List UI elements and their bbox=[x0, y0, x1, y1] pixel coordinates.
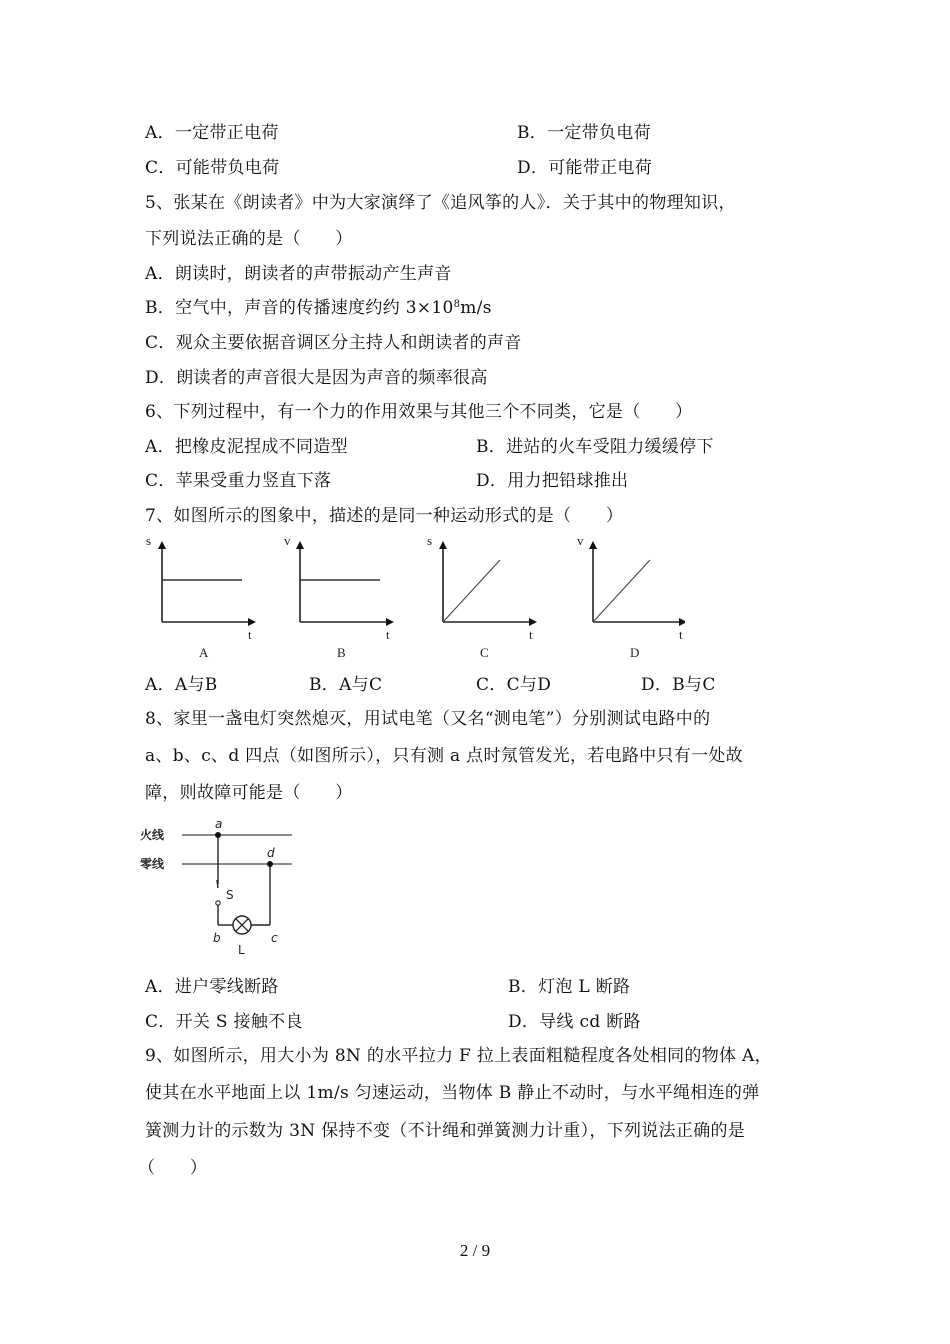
q7-option-a: A．A与B bbox=[145, 675, 218, 695]
q7-option-d: D．B与C bbox=[641, 675, 716, 695]
q9-stem-line4: （ ） bbox=[138, 1158, 208, 1178]
graph-c-y-label: s bbox=[427, 533, 433, 548]
q6-option-d: D．用力把铅球推出 bbox=[476, 471, 629, 491]
q5-option-c: C．观众主要依据音调区分主持人和朗读者的声音 bbox=[145, 333, 522, 353]
switch-label: S bbox=[226, 888, 234, 902]
q5-option-b-prefix: B．空气中，声音的传播速度约约 3×10 bbox=[145, 298, 454, 318]
q8-stem-line1: 8、家里一盏电灯突然熄灭，用试电笔（又名“测电笔”）分别测试电路中的 bbox=[145, 709, 711, 729]
q5-stem-line2: 下列说法正确的是（ ） bbox=[145, 229, 353, 249]
graph-d-y-label: v bbox=[577, 533, 584, 548]
q7-option-c: C．C与D bbox=[476, 675, 552, 695]
lamp-label: L bbox=[238, 943, 245, 957]
point-c-label: c bbox=[271, 931, 278, 945]
q4-option-b: B．一定带负电荷 bbox=[517, 123, 651, 143]
q5-option-b-suffix: m/s bbox=[460, 298, 492, 318]
circuit-diagram bbox=[140, 812, 310, 957]
point-a-label: a bbox=[215, 817, 223, 831]
point-b-label: b bbox=[213, 931, 221, 945]
q8-option-b: B．灯泡 L 断路 bbox=[508, 977, 631, 997]
q5-option-b-exponent: 8 bbox=[453, 299, 461, 310]
junction-a bbox=[215, 832, 221, 838]
point-d-label: d bbox=[267, 846, 275, 860]
live-wire-label: 火线 bbox=[140, 828, 165, 842]
switch-contact bbox=[216, 901, 220, 905]
q5-stem-line1: 5、张某在《朗读者》中为大家演绎了《追风筝的人》．关于其中的物理知识， bbox=[145, 193, 736, 213]
graph-c-data-line bbox=[443, 560, 500, 622]
q8-option-d: D．导线 cd 断路 bbox=[508, 1012, 641, 1032]
q4-option-c: C．可能带负电荷 bbox=[145, 158, 280, 178]
q6-option-c: C．苹果受重力竖直下落 bbox=[145, 471, 332, 491]
junction-d bbox=[267, 861, 273, 867]
q5-option-b bbox=[145, 297, 492, 319]
graph-a-caption: A bbox=[199, 645, 209, 660]
q4-option-d: D．可能带正电荷 bbox=[517, 158, 653, 178]
q9-stem-line3: 簧测力计的示数为 3N 保持不变（不计绳和弹簧测力计重），下列说法正确的是 bbox=[145, 1121, 746, 1141]
q6-option-b: B．进站的火车受阻力缓缓停下 bbox=[476, 437, 714, 457]
page-number: 2 / 9 bbox=[459, 1241, 491, 1260]
q6-option-a: A．把橡皮泥捏成不同造型 bbox=[145, 437, 348, 457]
q7-stem: 7、如图所示的图象中，描述的是同一种运动形式的是（ ） bbox=[145, 506, 624, 526]
q8-option-c: C．开关 S 接触不良 bbox=[145, 1012, 303, 1032]
q5-option-a: A．朗读时，朗读者的声带振动产生声音 bbox=[145, 264, 452, 284]
q8-stem-line3: 障，则故障可能是（ ） bbox=[145, 783, 353, 803]
graph-d-caption: D bbox=[630, 645, 640, 660]
graph-d-x-label: t bbox=[679, 627, 683, 642]
q7-option-b: B．A与C bbox=[309, 675, 383, 695]
graph-b-caption: B bbox=[337, 645, 346, 660]
q8-stem-line2: a、b、c、d 四点（如图所示），只有测 a 点时氖管发光，若电路中只有一处故 bbox=[145, 746, 743, 766]
graph-c-caption: C bbox=[480, 645, 489, 660]
neutral-wire-label: 零线 bbox=[140, 857, 165, 871]
q5-option-d: D．朗读者的声音很大是因为声音的频率很高 bbox=[145, 368, 488, 388]
motion-graphs-figure bbox=[145, 532, 685, 662]
graph-a-y-label: s bbox=[146, 533, 152, 548]
graph-a-x-label: t bbox=[248, 627, 252, 642]
graph-d-data-line bbox=[593, 560, 650, 622]
q9-stem-line2: 使其在水平地面上以 1m/s 匀速运动，当物体 B 静止不动时，与水平绳相连的弹 bbox=[145, 1083, 760, 1103]
q9-stem-line1: 9、如图所示，用大小为 8N 的水平拉力 F 拉上表面粗糙程度各处相同的物体 A， bbox=[145, 1046, 772, 1066]
q4-option-a: A．一定带正电荷 bbox=[145, 123, 279, 143]
graph-b-y-label: v bbox=[284, 533, 291, 548]
q6-stem: 6、下列过程中，有一个力的作用效果与其他三个不同类，它是（ ） bbox=[145, 402, 693, 422]
graph-c-x-label: t bbox=[529, 627, 533, 642]
switch-blade bbox=[217, 880, 218, 888]
graph-b-x-label: t bbox=[386, 627, 390, 642]
q8-option-a: A．进户零线断路 bbox=[145, 977, 279, 997]
